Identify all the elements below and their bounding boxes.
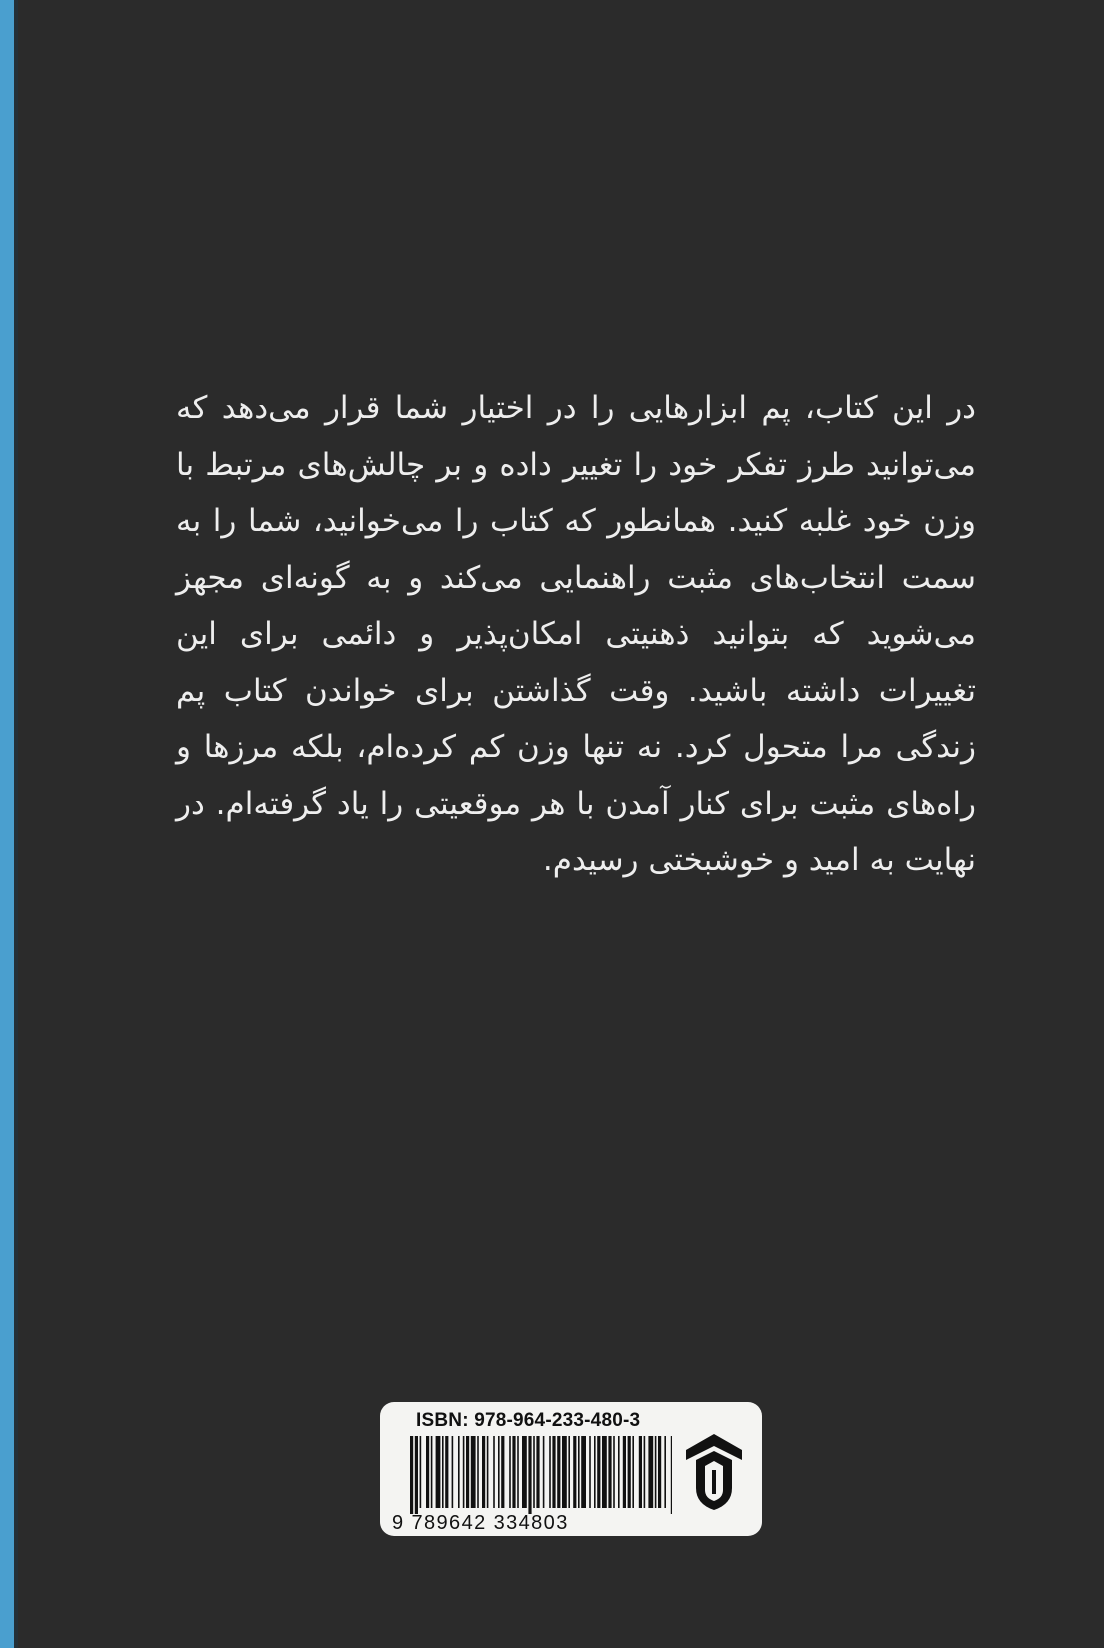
barcode-bar <box>608 1436 611 1508</box>
barcode-bar <box>628 1436 631 1508</box>
barcode-bar <box>655 1436 657 1508</box>
barcode-bar <box>463 1436 465 1508</box>
barcode-digits: 9 789642 334803 <box>392 1512 569 1534</box>
barcode-bar <box>493 1436 495 1508</box>
barcode-bar <box>420 1436 422 1508</box>
barcode-bar <box>501 1436 504 1508</box>
barcode-bar <box>648 1436 653 1508</box>
barcode-bar <box>562 1436 567 1508</box>
barcode-bar <box>410 1436 413 1514</box>
barcode-bar <box>613 1436 615 1508</box>
barcode-bar <box>512 1436 515 1508</box>
barcode-bar <box>471 1436 476 1508</box>
barcode-bar <box>639 1436 642 1508</box>
barcode-bar <box>543 1436 545 1508</box>
barcode-bar <box>498 1436 500 1508</box>
blurb-paragraph: در این کتاب، پم ابزارهایی را در اختیار شما قرار می‌دهد که می‌توانید طرز تفکر خود را تغییر داده و بر چالش‌های مرتبط با وزن خود غلبه کنید. همانطور که کتاب را می‌خوانید، شما را به سمت انتخاب‌های مثبت راهنمایی می‌کند و به گونه‌ای مجهز می‌شوید که بتوانید ذهنیتی امکان‌پذیر و دائمی برای این تغییرات داشته باشید. وقت گذاشتن برای خواندن کتاب پم زندگی مرا متحول کرد. نه تنها وزن کم کرده‌ام، بلکه مرزها و راه‌های مثبت برای کنار آمدن با هر موقعیتی را یاد گرفته‌ام. در نهایت به امید و خوشبختی رسیدم. <box>176 390 976 878</box>
barcode-bar <box>664 1436 666 1508</box>
barcode-card <box>380 1402 762 1536</box>
barcode-bar <box>568 1436 570 1508</box>
barcode-bar <box>623 1436 626 1508</box>
barcode-bar <box>618 1436 620 1508</box>
barcode-bar <box>517 1436 519 1508</box>
barcode-bar <box>442 1436 444 1508</box>
barcode-bar <box>573 1436 576 1508</box>
barcode-bar <box>431 1436 433 1508</box>
spine-stripe <box>0 0 14 1648</box>
barcode-bar <box>602 1436 607 1508</box>
barcode-bar <box>581 1436 586 1508</box>
barcode-bar <box>594 1436 596 1508</box>
barcode-bar <box>557 1436 560 1508</box>
isbn-label: ISBN: 978-964-233-480-3 <box>416 1410 641 1431</box>
barcode-bars <box>410 1436 672 1514</box>
barcode-bar <box>482 1436 485 1508</box>
barcode-bar <box>632 1436 634 1508</box>
barcode-bar <box>466 1436 469 1508</box>
barcode-bar <box>426 1436 429 1508</box>
barcode-bar <box>549 1436 551 1508</box>
barcode-bar <box>509 1436 511 1508</box>
barcode-bar <box>528 1436 531 1514</box>
barcode-bar <box>578 1436 580 1508</box>
barcode-bar <box>533 1436 535 1508</box>
barcode-bar <box>487 1436 489 1508</box>
barcode-bar <box>644 1436 646 1508</box>
barcode-bar <box>445 1436 448 1508</box>
publisher-emblem-icon <box>678 1430 750 1514</box>
barcode-bar <box>415 1436 418 1514</box>
barcode-bar <box>436 1436 441 1508</box>
barcode-bar <box>536 1436 539 1508</box>
barcode-bar <box>671 1436 672 1514</box>
barcode-bar <box>589 1436 591 1508</box>
barcode-bar <box>458 1436 460 1508</box>
barcode-bar <box>477 1436 479 1508</box>
barcode-bar <box>452 1436 454 1508</box>
barcode-bar <box>658 1436 661 1508</box>
barcode-bar <box>522 1436 527 1508</box>
barcode-bar <box>597 1436 600 1508</box>
spine-edge <box>14 0 18 1648</box>
barcode-bar <box>552 1436 555 1508</box>
